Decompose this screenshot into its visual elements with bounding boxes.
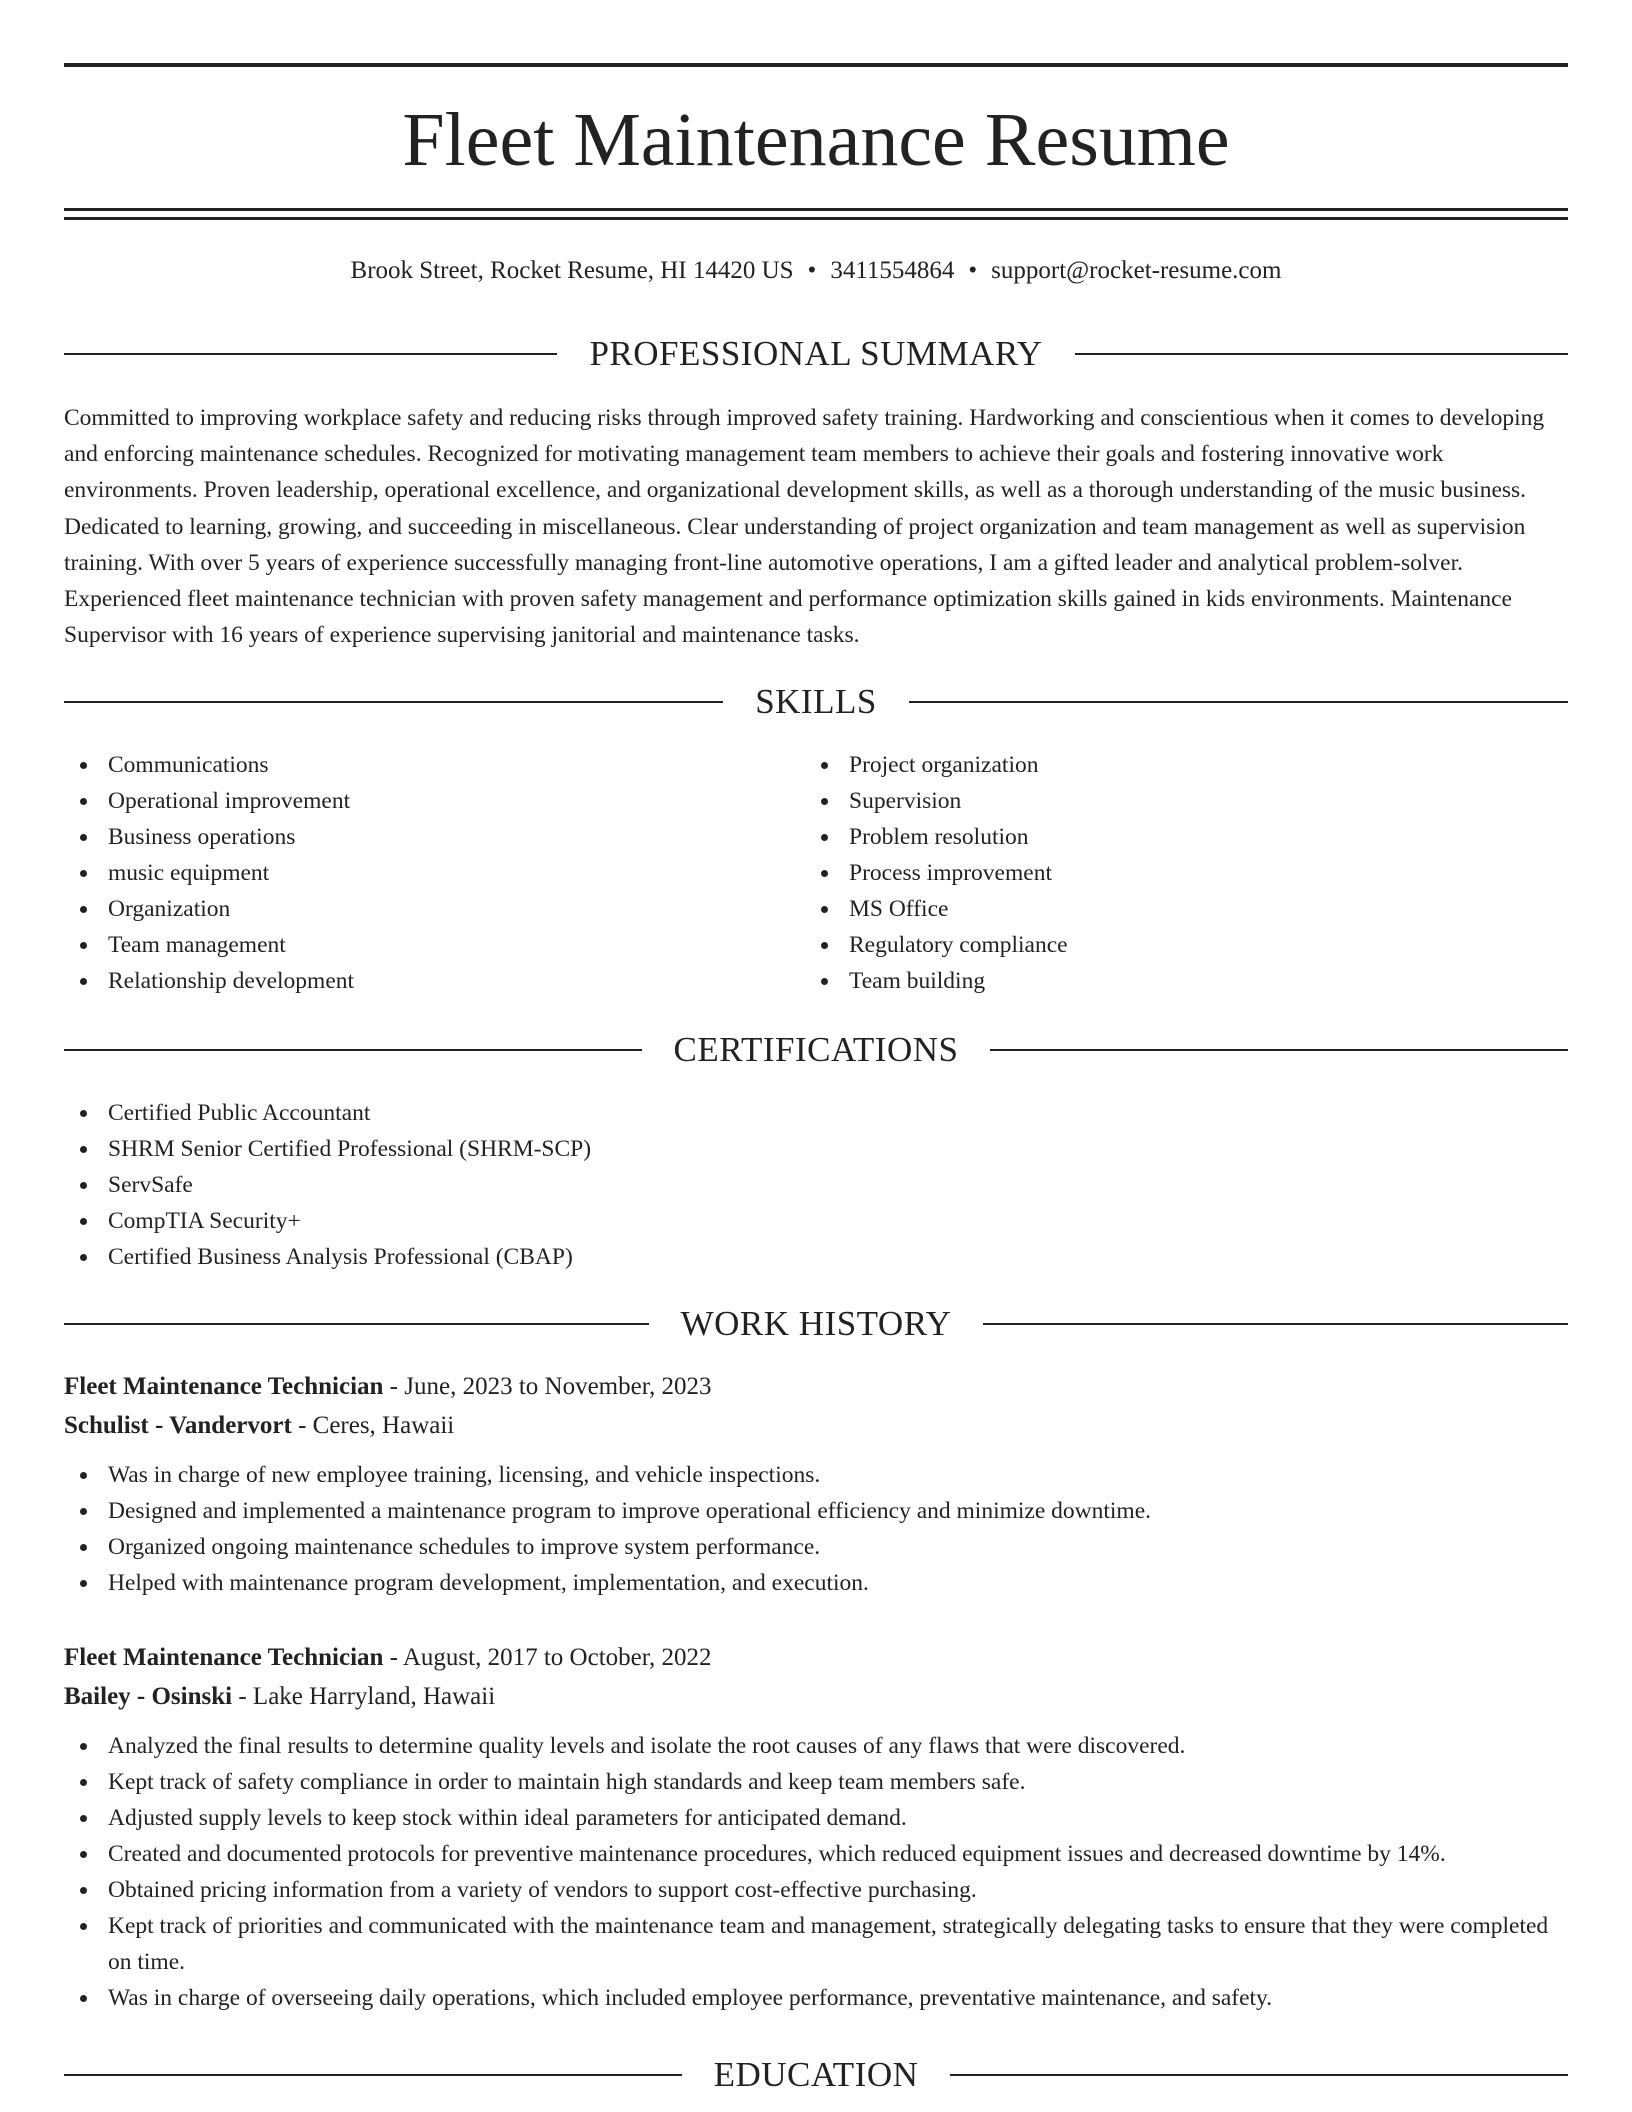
- section-title: WORK HISTORY: [680, 1304, 952, 1343]
- skill-item: Business operations: [64, 819, 354, 855]
- job-duty-item: Helped with maintenance program development, implementation, and execution.: [64, 1565, 1568, 1601]
- job-company: Schulist - Vandervort: [64, 1412, 292, 1439]
- job-dates: - June, 2023 to November, 2023: [383, 1373, 712, 1400]
- section-heading-skills: [64, 682, 1568, 722]
- job-duty-item: Was in charge of overseeing daily operations, which included employee performance, preventative maintenance, and safety.: [64, 1980, 1568, 2016]
- job-duties-list: [64, 1457, 1568, 1601]
- contact-separator: •: [807, 257, 817, 284]
- job-duty-item: Organized ongoing maintenance schedules to improve system performance.: [64, 1529, 1568, 1565]
- section-heading-work-history: [64, 1304, 1568, 1344]
- skill-item: MS Office: [805, 891, 1068, 927]
- job-location: - Ceres, Hawaii: [291, 1412, 455, 1439]
- resume-title: Fleet Maintenance Resume: [402, 98, 1230, 182]
- heading-rule: [909, 701, 1568, 703]
- certification-item: SHRM Senior Certified Professional (SHRM-SCP): [64, 1131, 591, 1167]
- heading-rule: [64, 1049, 642, 1051]
- job-duties-list: [64, 1728, 1568, 2016]
- job-title: Fleet Maintenance Technician: [64, 1644, 384, 1671]
- skill-item: Team management: [64, 927, 354, 963]
- summary-text: Committed to improving workplace safety and reducing risks through improved safety training. Hardworking and conscientious when it comes to developing and enforcing maintenance schedules. Recognized for motivating management team members to achieve their goals and fostering innovative work environments. Proven leadership, operational excellence, and organizational development skills, as well as a thorough understanding of the music business. Dedicated to learning, growing, and succeeding in miscellaneous. Clear understanding of project organization and team management as well as supervision training. With over 5 years of experience successfully managing front-line automotive operations, I am a gifted leader and analytical problem-solver. Experienced fleet maintenance technician with proven safety management and performance optimization skills gained in kids environments. Maintenance Supervisor with 16 years of experience supervising janitorial and maintenance tasks.: [64, 405, 1545, 649]
- job-company-line: [64, 1406, 1568, 1445]
- job-entry: [64, 1638, 1568, 2016]
- skill-item: Relationship development: [64, 963, 354, 999]
- skills-list-left: [64, 747, 354, 999]
- section-heading-education: [64, 2055, 1568, 2095]
- skill-item: Team building: [805, 963, 1068, 999]
- job-duty-item: Created and documented protocols for preventive maintenance procedures, which reduced equipment issues and decreased downtime by 14%.: [64, 1836, 1568, 1872]
- heading-rule: [64, 701, 723, 703]
- job-duty-item: Was in charge of new employee training, licensing, and vehicle inspections.: [64, 1457, 1568, 1493]
- contact-phone: 3411554864: [830, 257, 955, 284]
- job-company: Bailey - Osinski: [64, 1683, 233, 1710]
- certification-item: Certified Public Accountant: [64, 1095, 591, 1131]
- certification-item: CompTIA Security+: [64, 1203, 591, 1239]
- job-title-line: [64, 1367, 1568, 1406]
- heading-rule: [1075, 353, 1568, 355]
- skills-list-right: [805, 747, 1068, 999]
- section-title: EDUCATION: [713, 2055, 919, 2094]
- certifications-list: [64, 1095, 591, 1275]
- contact-line: [64, 256, 1568, 286]
- skill-item: Supervision: [805, 783, 1068, 819]
- section-heading-certifications: [64, 1030, 1568, 1070]
- certification-item: ServSafe: [64, 1167, 591, 1203]
- job-duty-item: Adjusted supply levels to keep stock within ideal parameters for anticipated demand.: [64, 1800, 1568, 1836]
- skill-item: Problem resolution: [805, 819, 1068, 855]
- skill-item: Operational improvement: [64, 783, 354, 819]
- skill-item: Project organization: [805, 747, 1068, 783]
- skill-item: Regulatory compliance: [805, 927, 1068, 963]
- heading-rule: [990, 1049, 1568, 1051]
- heading-rule: [64, 1323, 649, 1325]
- job-title-line: [64, 1638, 1568, 1677]
- heading-rule: [64, 2074, 682, 2076]
- job-title: Fleet Maintenance Technician: [64, 1373, 384, 1400]
- job-location: - Lake Harryland, Hawaii: [232, 1683, 496, 1710]
- section-title: SKILLS: [755, 682, 877, 721]
- skill-item: Communications: [64, 747, 354, 783]
- contact-address: Brook Street, Rocket Resume, HI 14420 US: [350, 257, 794, 284]
- job-dates: - August, 2017 to October, 2022: [383, 1644, 712, 1671]
- job-duty-item: Kept track of priorities and communicated with the maintenance team and management, strategically delegating tasks to ensure that they were completed on time.: [64, 1908, 1568, 1980]
- section-title: PROFESSIONAL SUMMARY: [589, 334, 1043, 373]
- job-company-line: [64, 1677, 1568, 1716]
- job-duty-item: Designed and implemented a maintenance program to improve operational efficiency and minimize downtime.: [64, 1493, 1568, 1529]
- skill-item: Organization: [64, 891, 354, 927]
- title-double-rule: [64, 208, 1568, 220]
- job-duty-item: Analyzed the final results to determine quality levels and isolate the root causes of any flaws that were discovered.: [64, 1728, 1568, 1764]
- section-title: CERTIFICATIONS: [673, 1030, 959, 1069]
- skill-item: Process improvement: [805, 855, 1068, 891]
- contact-email[interactable]: support@rocket-resume.com: [991, 257, 1282, 284]
- contact-separator: •: [968, 257, 978, 284]
- skill-item: music equipment: [64, 855, 354, 891]
- certification-item: Certified Business Analysis Professional (CBAP): [64, 1239, 591, 1275]
- section-heading-summary: [64, 334, 1568, 374]
- job-duty-item: Kept track of safety compliance in order to maintain high standards and keep team members safe.: [64, 1764, 1568, 1800]
- heading-rule: [64, 353, 557, 355]
- job-duty-item: Obtained pricing information from a variety of vendors to support cost-effective purchasing.: [64, 1872, 1568, 1908]
- top-rule: [64, 63, 1568, 67]
- job-entry: [64, 1367, 1568, 1601]
- heading-rule: [950, 2074, 1568, 2076]
- heading-rule: [983, 1323, 1568, 1325]
